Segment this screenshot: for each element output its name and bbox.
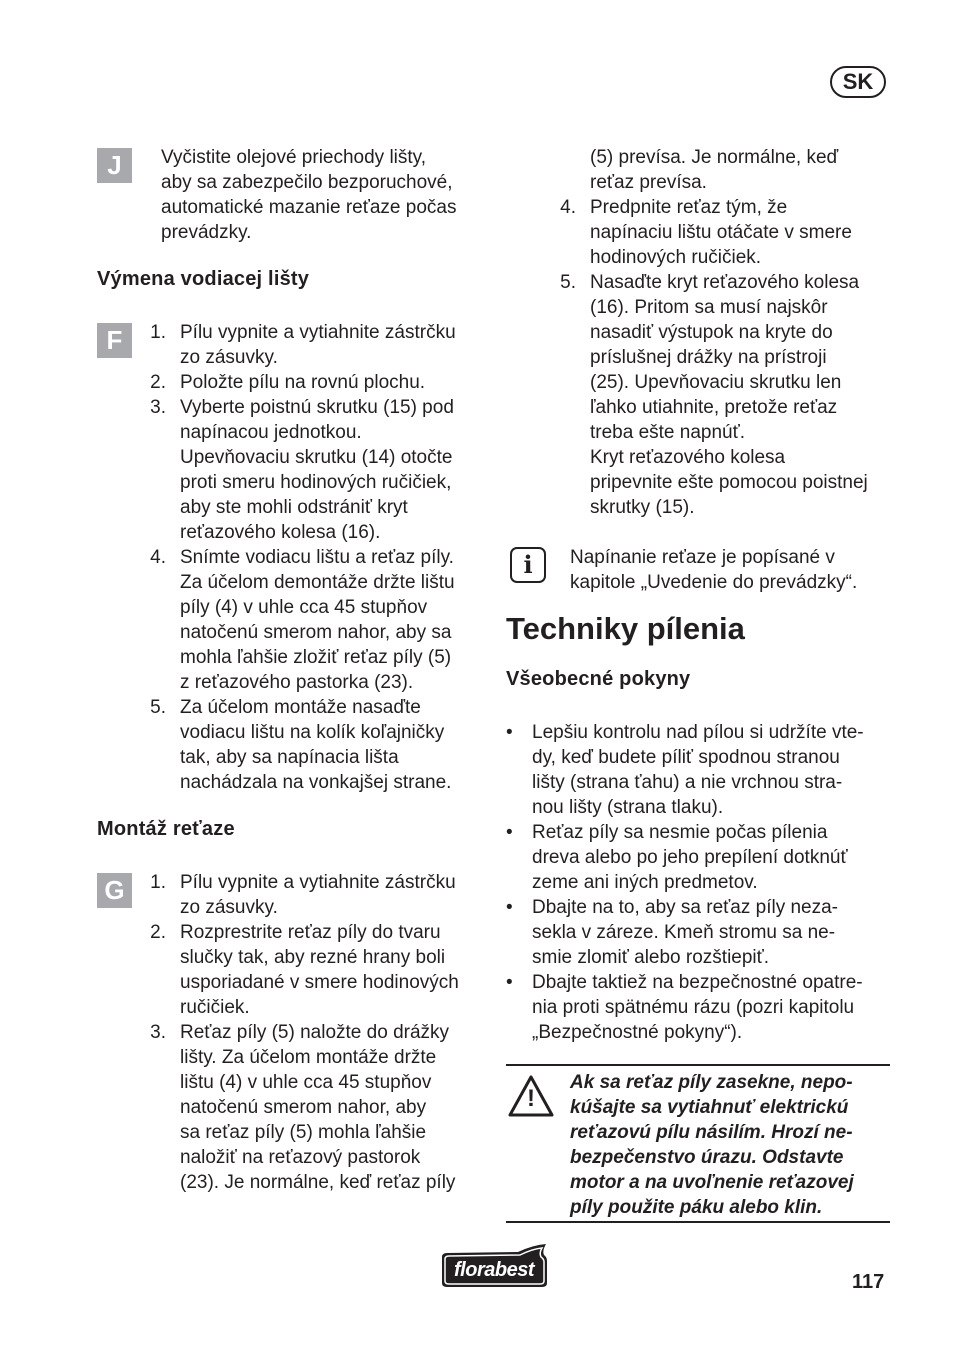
text-line: skrutky (15). [590,497,695,518]
text-line: nia proti spätnému rázu (pozri kapitolu [532,997,855,1018]
step-marker-f: F [97,323,132,358]
list-item [138,395,498,545]
text-line: sa reťaz píly (5) mohla ľahšie [180,1122,427,1143]
text-line: bezpečenstvo úrazu. Odstavte [570,1147,844,1168]
warning-icon [507,1074,555,1118]
text-line: Predpnite reťaz tým, že [590,197,788,218]
text-line: reťazového kolesa (16). [180,522,381,543]
list-item [548,195,898,270]
text-line: Za účelom montáže nasaďte [180,697,421,718]
brand-logo [438,1243,550,1289]
text-line: Rozprestrite reťaz píly do tvaru [180,922,441,943]
text-line: natočenú smerom nahor, aby sa [180,622,452,643]
text-line: zo zásuvky. [180,897,278,918]
text-line: mohla ľahšie zložiť reťaz píly (5) [180,647,452,668]
text-line: kapitole „Uvedenie do prevádzky“. [570,572,858,593]
text-line: aby ste mohli odstrániť kryt [180,497,408,518]
list-item [138,545,498,695]
text-line: dreva alebo po jeho prepílení dotknúť [532,847,848,868]
text-line: Položte pílu na rovnú plochu. [180,372,426,393]
text-line: Pílu vypnite a vytiahnite zástrčku [180,322,456,343]
text-line: (25). Upevňovaciu skrutku len [590,372,842,393]
text-line: treba ešte napnúť. [590,422,746,443]
bullet-mark: • [506,897,513,918]
text-line: Upevňovaciu skrutku (14) otočte [180,447,453,468]
bullet-mark: • [506,972,513,993]
text-line: nasadiť výstupok na kryte do [590,322,833,343]
text-line: dy, keď budete píliť spodnou stranou [532,747,840,768]
text-line: proti smeru hodinových ručičiek, [180,472,452,493]
text-line: príslušnej drážky na prístroji [590,347,827,368]
text-line: nou lišty (strana tlaku). [532,797,724,818]
list-item [138,320,498,370]
language-badge: SK [830,66,886,98]
list-number: 3. [150,397,166,418]
text-line: Dbajte taktiež na bezpečnostné opatre- [532,972,863,993]
text-line: napínacou jednotkou. [180,422,362,443]
step-marker-g: G [97,873,132,908]
text-line: ľahko utiahnite, pretože reťaz [590,397,838,418]
text-line: reťaz prevísa. [590,172,707,193]
text-line: sekla v záreze. Kmeň stromu sa ne- [532,922,836,943]
text-line: motor a na uvoľnenie reťazovej [570,1172,854,1193]
logo-text: florabest [454,1259,534,1281]
list-number: 1. [150,322,166,343]
text-line: Vyberte poistnú skrutku (15) pod [180,397,454,418]
list-number: 2. [150,372,166,393]
list-number: 4. [150,547,166,568]
text-line: Za účelom demontáže držte lištu [180,572,455,593]
text-line: píly použite páku alebo klin. [570,1197,823,1218]
heading-bar-change: Výmena vodiacej lišty [97,268,310,290]
list-item [138,1020,498,1195]
bullet-mark: • [506,722,513,743]
text-line: Snímte vodiacu lištu a reťaz píly. [180,547,454,568]
step-marker-j: J [97,148,132,183]
list-item [506,820,898,895]
list-item [138,920,498,1020]
text-line: kúšajte sa vytiahnuť elektrickú [570,1097,849,1118]
text-line: „Bezpečnostné pokyny“). [532,1022,743,1043]
section-title: Techniky pílenia [506,611,745,646]
text-line: Kryt reťazového kolesa [590,447,786,468]
chain-mount-list [138,870,498,1195]
text-line: naložiť na reťazový pastorok [180,1147,421,1168]
list-item [548,145,898,195]
list-number: 3. [150,1022,166,1043]
text-line: prevádzky. [161,222,252,243]
warning-exclamation: ! [527,1085,535,1112]
text-line: zo zásuvky. [180,347,278,368]
list-number: 5. [150,697,166,718]
step-j-text [161,145,491,245]
bar-change-list [138,320,498,795]
list-number: 4. [560,197,576,218]
text-line: smie zlomiť alebo rozštiepiť. [532,947,770,968]
text-line: tak, aby sa napínacia lišta [180,747,399,768]
text-line: hodinových ručičiek. [590,247,762,268]
list-number: 2. [150,922,166,943]
list-item [548,270,898,520]
guidelines-list [506,720,898,1045]
text-line: automatické mazanie reťaze počas [161,197,457,218]
text-line: z reťazového pastorka (23). [180,672,414,693]
info-icon: i [510,547,546,583]
text-line: Vyčistite olejové priechody lišty, [161,147,427,168]
text-line: lišty (strana ťahu) a nie vrchnou stra- [532,772,843,793]
list-item [506,970,898,1045]
text-line: vodiacu lištu na kolík koľajničky [180,722,445,743]
text-line: Pílu vypnite a vytiahnite zástrčku [180,872,456,893]
text-line: (16). Pritom sa musí najskôr [590,297,828,318]
heading-general-guidelines: Všeobecné pokyny [506,668,691,690]
text-line: (5) prevísa. Je normálne, keď [590,147,839,168]
text-line: Reťaz píly (5) naložte do drážky [180,1022,450,1043]
text-line: Napínanie reťaze je popísané v [570,547,835,568]
text-line: natočenú smerom nahor, aby [180,1097,427,1118]
text-line: (23). Je normálne, keď reťaz píly [180,1172,456,1193]
text-line: Lepšiu kontrolu nad pílou si udržíte vte- [532,722,864,743]
list-item [138,370,498,395]
info-note [570,545,900,595]
text-line: napínaciu lištu otáčate v smere [590,222,852,243]
text-line: Ak sa reťaz píly zasekne, nepo- [570,1072,853,1093]
heading-chain-mount: Montáž reťaze [97,818,235,840]
text-line: lišty. Za účelom montáže držte [180,1047,437,1068]
list-item [506,720,898,820]
warning-bottom-rule [506,1221,890,1223]
text-line: zeme ani iných predmetov. [532,872,758,893]
warning-top-rule [506,1064,890,1066]
warning-text [570,1070,890,1220]
text-line: reťazovú pílu násilím. Hrozí ne- [570,1122,853,1143]
text-line: nachádzala na vonkajšej strane. [180,772,452,793]
list-item [506,895,898,970]
text-line: Nasaďte kryt reťazového kolesa [590,272,860,293]
text-line: pripevnite ešte pomocou poistnej [590,472,868,493]
text-line: Reťaz píly sa nesmie počas pílenia [532,822,828,843]
list-item [138,870,498,920]
list-number: 1. [150,872,166,893]
text-line: píly (4) v uhle cca 45 stupňov [180,597,428,618]
page-number: 117 [852,1271,885,1293]
list-item [138,695,498,795]
text-line: Dbajte na to, aby sa reťaz píly neza- [532,897,839,918]
text-line: usporiadané v smere hodinových [180,972,459,993]
text-line: ručičiek. [180,997,250,1018]
text-line: slučky tak, aby rezné hrany boli [180,947,446,968]
list-number: 5. [560,272,576,293]
text-line: aby sa zabezpečilo bezporuchové, [161,172,453,193]
bullet-mark: • [506,822,513,843]
text-line: lištu (4) v uhle cca 45 stupňov [180,1072,432,1093]
chain-mount-list-continued [548,145,898,520]
